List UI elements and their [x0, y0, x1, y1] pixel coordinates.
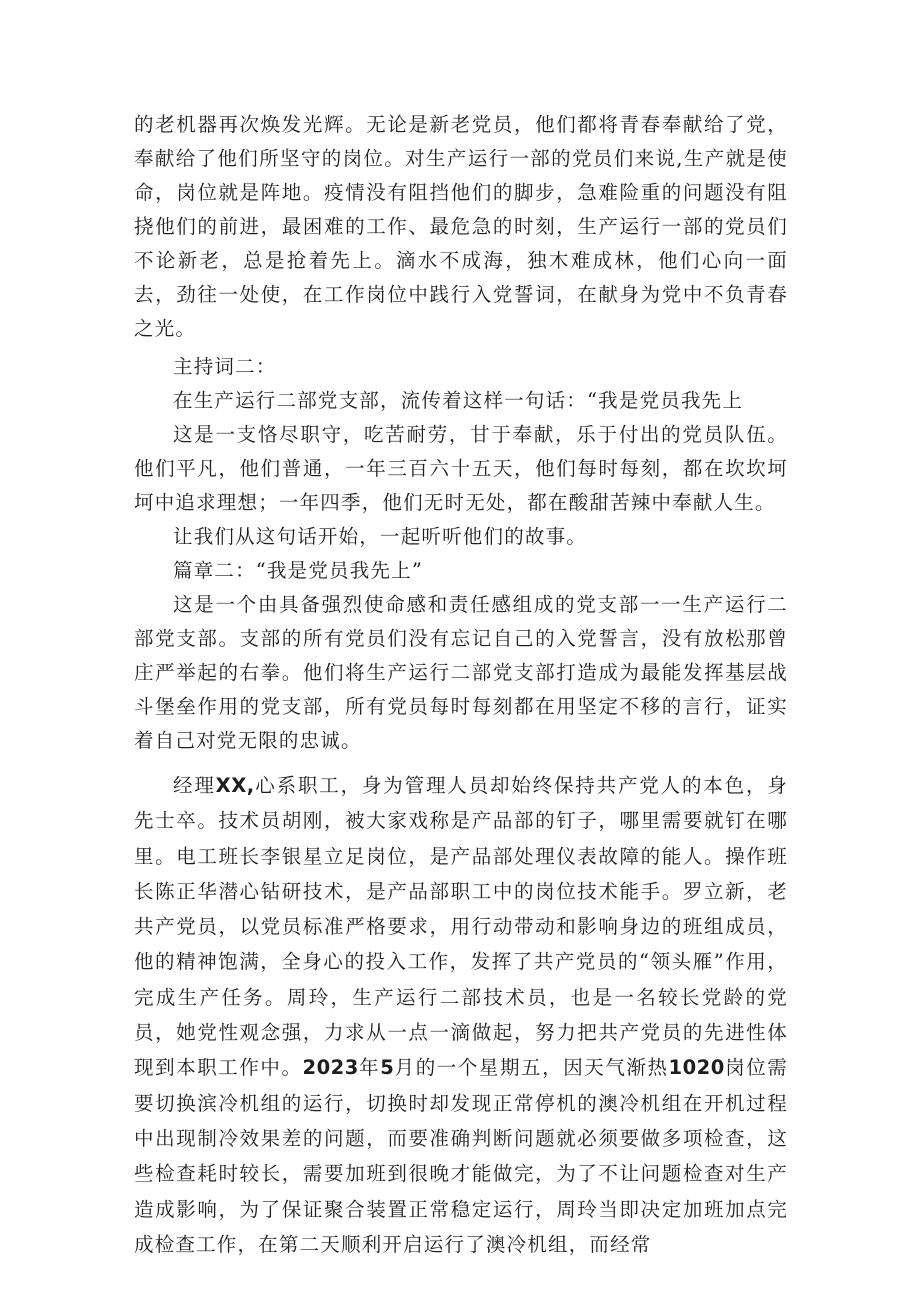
paragraph-story-intro: 让我们从这句话开始，一起听听他们的故事。 [173, 525, 588, 548]
document-body [134, 108, 788, 1262]
text-segment: 岗位需要切换滨冷机组的运行，切换时却发现正常停机的澳冷机组在开机过程中出现制冷效果差的问题，而要准确判断问题就必须要做多项检查，这些检查耗时较长，需要加班到很晚才能做完，为了不让问题检查对生产造成影响，为了保证聚合装置正常稳定运行，周玲当即决定加班加点完成检查工作，在第二天顺利开启运行了澳冷机组，而经常 [134, 1056, 788, 1256]
paragraph-slogan-intro: 在生产运行二部党支部，流传着这样一句话：“我是党员我先上 [173, 389, 744, 412]
bold-month: 5 [380, 1056, 395, 1080]
bold-post-number: 1020 [668, 1056, 725, 1080]
paragraph-team-description: 这是一支恪尽职守，吃苦耐劳，甘于奉献，乐于付出的党员队伍。他们平凡，他们普通，一年三百六十五天，他们每时每刻，都在坎坎坷坷中追求理想；一年四季，他们无时无处，都在酸甜苦辣中奉献人生。 [134, 423, 788, 514]
text-segment: 月的一个星期五，因天气渐热 [394, 1056, 669, 1080]
bold-year: 2023 [302, 1056, 359, 1080]
text-segment: 经理 [173, 774, 216, 797]
paragraph-host-speech-heading: 主持词二： [173, 355, 277, 378]
paragraph-member-stories [134, 768, 788, 1262]
text-segment: 心系职工，身为管理人员却始终保持共产党人的本色，身先士卒。技术员胡刚，被大家戏称是产品部的钉子，哪里需要就钉在哪里。电工班长李银星立足岗位，是产品部处理仪表故障的能人。操作班长陈正华潜心钻研技术，是产品部职工中的岗位技术能手。罗立新，老共产党员，以党员标准严格要求，用行动带动和影响身边的班组成员，他的精神饱满，全身心的投入工作，发挥了共产党员的“领头雁”作用，完成生产任务。周玲，生产运行二部技术员，也是一名较长党龄的党员，她党性观念强，力求从一点一滴做起，努力把共产党员的先进性体现到本职工作中。 [134, 774, 788, 1080]
text-segment: 年 [358, 1056, 381, 1080]
paragraph-continued: 的老机器再次焕发光辉。无论是新老党员，他们都将青春奉献给了党，奉献给了他们所坚守的岗位。对生产运行一部的党员们来说,生产就是使命，岗位就是阵地。疫情没有阻挡他们的脚步，急难险重的问题没有阻挠他们的前进，最困难的工作、最危急的时刻，生产运行一部的党员们不论新老，总是抢着先上。滴水不成海，独木难成林，他们心向一面去，劲往一处使，在工作岗位中践行入党誓词，在献身为党中不负青春之光。 [134, 113, 788, 340]
paragraph-branch-description: 这是一个由具备强烈使命感和责任感组成的党支部一一生产运行二部党支部。支部的所有党员们没有忘记自己的入党誓言，没有放松那曾庄严举起的右拳。他们将生产运行二部党支部打造成为最能发挥基层战斗堡垒作用的党支部，所有党员每时每刻都在用坚定不移的言行，证实着自己对党无限的忠诚。 [134, 593, 788, 752]
paragraph-chapter-heading: 篇章二：“我是党员我先上” [173, 559, 424, 582]
bold-segment: XX, [215, 774, 255, 797]
